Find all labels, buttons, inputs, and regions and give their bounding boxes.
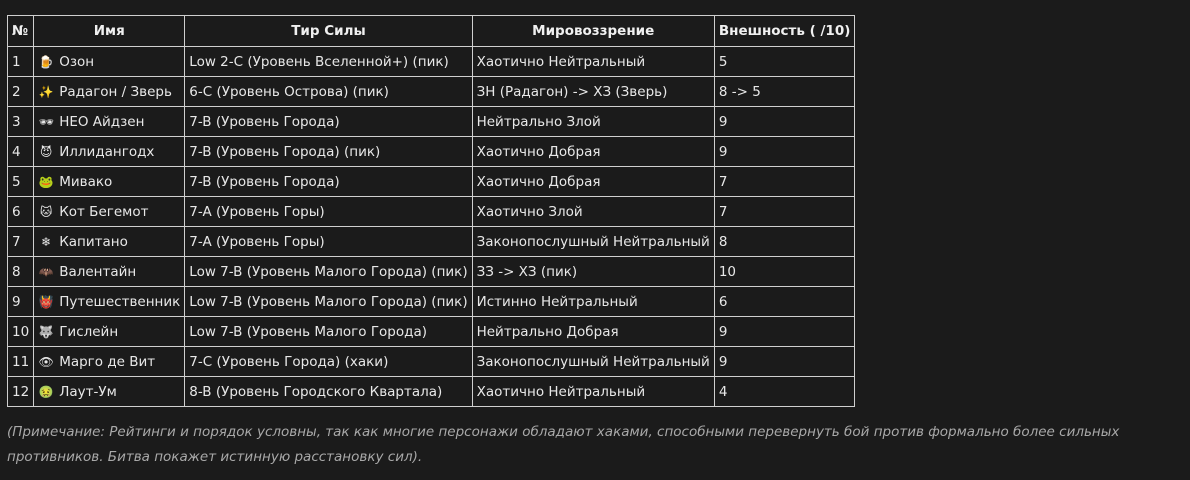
table-row <box>8 287 855 317</box>
row-power-tier: 7-C (Уровень Города) (хаки) <box>185 347 472 377</box>
character-name: Иллидангодх <box>59 143 155 160</box>
sunglasses-icon: 🕶 <box>38 114 54 129</box>
table-header-row <box>8 16 855 47</box>
row-alignment: Хаотично Нейтральный <box>472 47 714 77</box>
character-name: Валентайн <box>59 263 137 280</box>
nauseated-face-icon: 🤢 <box>38 384 54 399</box>
row-power-tier: 7-A (Уровень Горы) <box>185 227 472 257</box>
row-name-cell <box>34 167 185 197</box>
row-name-cell <box>34 377 185 407</box>
row-name-cell <box>34 227 185 257</box>
header-appearance: Внешность ( /10) <box>714 16 855 47</box>
row-power-tier: 8-B (Уровень Городского Квартала) <box>185 377 472 407</box>
row-name-cell <box>34 137 185 167</box>
row-power-tier: Low 7-B (Уровень Малого Города) (пик) <box>185 257 472 287</box>
snowflake-icon: ❄ <box>41 234 52 249</box>
row-number: 9 <box>8 287 34 317</box>
row-appearance: 4 <box>714 377 855 407</box>
row-appearance: 9 <box>714 317 855 347</box>
header-power-tier: Тир Силы <box>185 16 472 47</box>
row-name-cell <box>34 347 185 377</box>
row-name-cell <box>34 107 185 137</box>
row-power-tier: Low 7-B (Уровень Малого Города) <box>185 317 472 347</box>
frog-icon: 🐸 <box>38 174 54 189</box>
row-alignment: Законопослушный Нейтральный <box>472 227 714 257</box>
wolf-icon: 🐺 <box>38 324 54 339</box>
character-ranking-table <box>7 15 855 407</box>
header-number: № <box>8 16 34 47</box>
character-name: Радагон / Зверь <box>59 83 172 100</box>
row-name-cell <box>34 287 185 317</box>
row-number: 4 <box>8 137 34 167</box>
character-name: Путешественник <box>59 293 181 310</box>
character-name: Гислейн <box>59 323 119 340</box>
character-name: Мивако <box>59 173 113 190</box>
character-name: Лаут-Ум <box>59 383 117 400</box>
row-number: 7 <box>8 227 34 257</box>
row-power-tier: 6-C (Уровень Острова) (пик) <box>185 77 472 107</box>
eye-icon: 👁 <box>38 354 54 369</box>
row-appearance: 5 <box>714 47 855 77</box>
row-number: 10 <box>8 317 34 347</box>
row-power-tier: Low 7-B (Уровень Малого Города) (пик) <box>185 287 472 317</box>
row-power-tier: Low 2-C (Уровень Вселенной+) (пик) <box>185 47 472 77</box>
footnote: (Примечание: Рейтинги и порядок условны, так как многие персонажи обладают хаками, способными перевернуть бой против формально более сильных противников. Битва покажет истинную расстановку сил). <box>7 424 1120 465</box>
row-number: 1 <box>8 47 34 77</box>
row-number: 8 <box>8 257 34 287</box>
row-alignment: Нейтрально Злой <box>472 107 714 137</box>
row-appearance: 10 <box>714 257 855 287</box>
row-alignment: Истинно Нейтральный <box>472 287 714 317</box>
row-power-tier: 7-A (Уровень Горы) <box>185 197 472 227</box>
row-appearance: 6 <box>714 287 855 317</box>
row-alignment: Хаотично Нейтральный <box>472 377 714 407</box>
row-power-tier: 7-B (Уровень Города) <box>185 107 472 137</box>
row-name-cell <box>34 257 185 287</box>
row-number: 12 <box>8 377 34 407</box>
row-name-cell <box>34 77 185 107</box>
row-appearance: 9 <box>714 107 855 137</box>
row-appearance: 9 <box>714 137 855 167</box>
row-appearance: 7 <box>714 197 855 227</box>
table-row <box>8 47 855 77</box>
table-row <box>8 167 855 197</box>
cut-off-text-line <box>0 0 1190 8</box>
character-name: Марго де Вит <box>59 353 156 370</box>
row-number: 6 <box>8 197 34 227</box>
row-appearance: 8 -> 5 <box>714 77 855 107</box>
row-number: 2 <box>8 77 34 107</box>
table-row <box>8 197 855 227</box>
row-alignment: Нейтрально Добрая <box>472 317 714 347</box>
table-row <box>8 377 855 407</box>
sparkles-icon: ✨ <box>38 84 54 99</box>
table-row <box>8 137 855 167</box>
row-alignment: Законопослушный Нейтральный <box>472 347 714 377</box>
row-power-tier: 7-B (Уровень Города) (пик) <box>185 137 472 167</box>
row-name-cell <box>34 317 185 347</box>
row-power-tier: 7-B (Уровень Города) <box>185 167 472 197</box>
row-name-cell <box>34 47 185 77</box>
character-name: Капитано <box>59 233 128 250</box>
header-name: Имя <box>34 16 185 47</box>
row-number: 3 <box>8 107 34 137</box>
bat-icon: 🦇 <box>38 264 54 279</box>
row-alignment: Хаотично Добрая <box>472 137 714 167</box>
row-alignment: ЗН (Радагон) -> ХЗ (Зверь) <box>472 77 714 107</box>
table-row <box>8 347 855 377</box>
row-alignment: ЗЗ -> ХЗ (пик) <box>472 257 714 287</box>
table-row <box>8 227 855 257</box>
ogre-mask-icon: 👹 <box>38 294 54 309</box>
header-alignment: Мировоззрение <box>472 16 714 47</box>
cat-face-icon: 🐱 <box>39 204 53 219</box>
character-name: Озон <box>59 53 95 70</box>
row-appearance: 7 <box>714 167 855 197</box>
row-appearance: 8 <box>714 227 855 257</box>
table-row <box>8 77 855 107</box>
row-number: 5 <box>8 167 34 197</box>
character-name: Кот Бегемот <box>59 203 149 220</box>
character-name: НЕО Айдзен <box>59 113 145 130</box>
row-appearance: 9 <box>714 347 855 377</box>
row-number: 11 <box>8 347 34 377</box>
table-row <box>8 257 855 287</box>
beer-mug-icon: 🍺 <box>38 54 54 69</box>
demon-face-icon: 😈 <box>39 144 53 159</box>
row-alignment: Хаотично Добрая <box>472 167 714 197</box>
row-name-cell <box>34 197 185 227</box>
row-alignment: Хаотично Злой <box>472 197 714 227</box>
table-row <box>8 107 855 137</box>
table-row <box>8 317 855 347</box>
